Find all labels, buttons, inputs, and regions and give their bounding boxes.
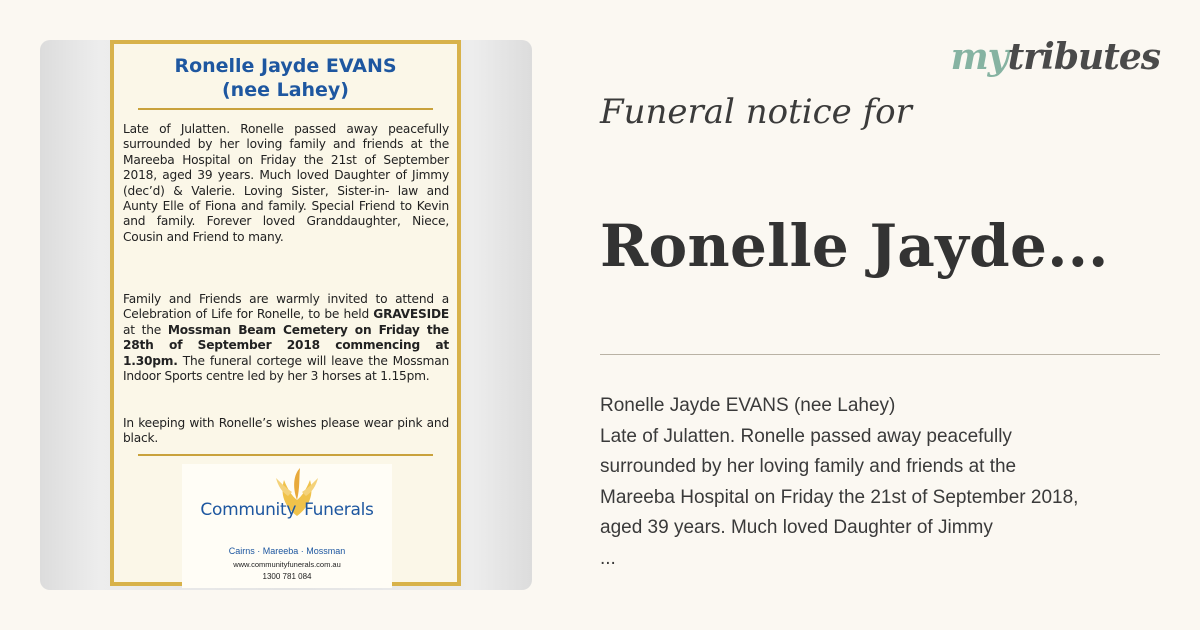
logo-word-funerals: Funerals xyxy=(304,500,374,520)
notice-text-span: at the xyxy=(123,322,168,337)
notice-photo xyxy=(40,40,532,590)
notice-name-line2: (nee Lahey) xyxy=(221,79,349,101)
logo-wordmark xyxy=(182,500,392,520)
notice-bold-service-details: Mossman Beam Cemetery on Friday the 28th of September 2018 commencing at 1.30pm. xyxy=(123,322,449,368)
mytributes-logo[interactable] xyxy=(951,36,1160,78)
notice-paragraph-3: In keeping with Ronelle’s wishes please wear pink and black. xyxy=(123,416,449,446)
excerpt-line: Late of Julatten. Ronelle passed away peacefully xyxy=(600,425,1012,447)
notice-bold-graveside: GRAVESIDE xyxy=(373,307,449,322)
notice-top-rule xyxy=(138,108,433,110)
notice-text-span: Family and Friends are warmly invited to attend a Celebration of Life for Ronelle, to be held xyxy=(123,292,449,322)
funeral-notice-kicker: Funeral notice for xyxy=(600,92,912,132)
notice-bottom-rule xyxy=(138,454,433,456)
excerpt-line: aged 39 years. Much loved Daughter of Jimmy xyxy=(600,517,993,538)
excerpt-line: Mareeba Hospital on Friday the 21st of September 2018, xyxy=(600,486,1079,508)
excerpt-line: surrounded by her loving family and friends at the xyxy=(600,456,1017,477)
logo-towns: Cairns · Mareeba · Mossman xyxy=(228,546,346,556)
excerpt-line: Ronelle Jayde EVANS (nee Lahey) xyxy=(600,395,896,416)
logo-tributes: tributes xyxy=(1007,36,1160,78)
notice-excerpt xyxy=(600,391,1160,574)
notice-heading xyxy=(114,54,457,102)
excerpt-ellipsis: ... xyxy=(600,547,616,569)
notice-paragraph-1: Late of Julatten. Ronelle passed away peacefully surrounded by her loving family and friends at the Mareeba Hospital on Friday the 21st of September 2018, aged 39 years. Much loved Daughter of Jimmy (dec’d) & Valerie. Loving Sister, Sister-in- law and Aunty Elle of Fiona and family. Special Friend to Kevin and family. Forever loved Granddaughter, Niece, Cousin and Friend to many. xyxy=(123,122,449,244)
notice-text-span: The funeral cortege will leave the Mossman Indoor Sports centre led by her 3 horses at 1.15pm. xyxy=(123,353,449,384)
logo-phone: 1300 781 084 xyxy=(262,572,312,581)
deceased-name-title: Ronelle Jayde... xyxy=(600,212,1109,280)
section-divider xyxy=(600,354,1160,355)
community-funerals-logo xyxy=(182,464,392,588)
funeral-notice-card xyxy=(110,40,461,586)
logo-website: www.communityfunerals.com.au xyxy=(233,560,341,569)
logo-my: my xyxy=(950,36,1008,78)
notice-name-line1: Ronelle Jayde EVANS xyxy=(174,55,397,77)
notice-paragraph-2 xyxy=(123,292,449,384)
logo-word-community: Community xyxy=(200,500,297,520)
